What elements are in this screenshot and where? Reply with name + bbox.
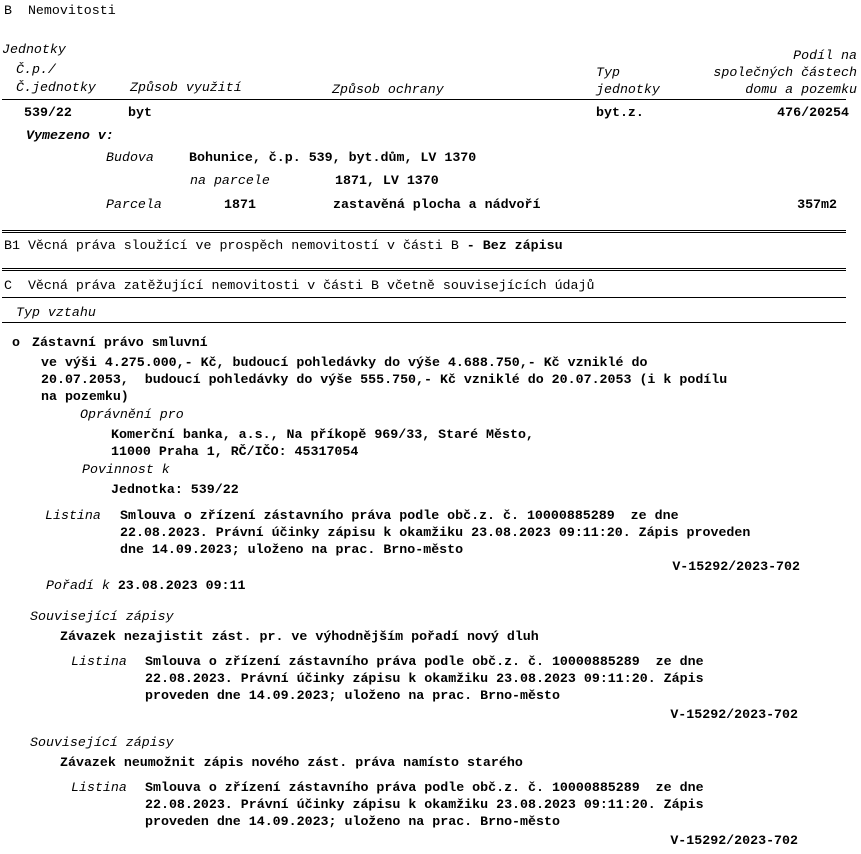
related-label: Související zápisy xyxy=(30,735,174,750)
pravo-text-3: na pozemku) xyxy=(41,389,129,404)
related-label: Související zápisy xyxy=(30,609,174,624)
related-listina-label: Listina xyxy=(71,654,127,669)
poradi-label: Pořadí k xyxy=(46,578,110,593)
povinnost-label: Povinnost k xyxy=(82,462,170,477)
unit-share: 476/20254 xyxy=(777,105,849,120)
header-typ: Typ xyxy=(596,65,620,80)
budova-label: Budova xyxy=(106,150,154,165)
budova-value: Bohunice, č.p. 539, byt.dům, LV 1370 xyxy=(189,150,477,165)
parcela-number: 1871 xyxy=(224,197,256,212)
opravneni-line-1: Komerční banka, a.s., Na příkopě 969/33, Staré Město, xyxy=(111,427,534,442)
opravneni-line-2: 11000 Praha 1, RČ/IČO: 45317054 xyxy=(111,444,359,459)
bullet-icon: o xyxy=(12,335,20,350)
section-b1-divider xyxy=(2,230,846,233)
related-listina-line-3: proveden dne 14.09.2023; uloženo na prac. Brno-město xyxy=(145,688,560,703)
poradi xyxy=(46,577,246,594)
related-listina-line-3: proveden dne 14.09.2023; uloženo na prac. Brno-město xyxy=(145,814,560,829)
related-text: Závazek neumožnit zápis nového zást. práva namísto starého xyxy=(60,755,523,770)
related-listina-label: Listina xyxy=(71,780,127,795)
related-listina-ref: V-15292/2023-702 xyxy=(670,833,798,848)
typ-vztahu-divider xyxy=(2,322,846,323)
listina-line-1: Smlouva o zřízení zástavního práva podle obč.z. č. 10000885289 ze dne xyxy=(120,508,679,523)
header-cp: Č.p./ xyxy=(16,62,56,77)
opravneni-label: Oprávnění pro xyxy=(80,407,184,422)
header-divider xyxy=(2,99,846,100)
section-b-title: B Nemovitosti xyxy=(4,3,116,18)
povinnost-value: Jednotka: 539/22 xyxy=(111,482,239,497)
header-zpusob-ochrany: Způsob ochrany xyxy=(332,82,444,97)
section-c-title: C Věcná práva zatěžující nemovitosti v části B včetně souvisejících údajů xyxy=(4,278,595,293)
na-parcele-value: 1871, LV 1370 xyxy=(335,173,439,188)
header-podil-2: společných částech xyxy=(713,65,857,80)
header-typ-jednotky: jednotky xyxy=(596,82,660,97)
header-podil-3: domu a pozemku xyxy=(745,82,857,97)
header-cjednotky: Č.jednotky xyxy=(16,80,96,95)
listina-label: Listina xyxy=(45,508,101,523)
listina-line-3: dne 14.09.2023; uloženo na prac. Brno-město xyxy=(120,542,464,557)
header-podil-1: Podíl na xyxy=(793,48,857,63)
unit-type: byt.z. xyxy=(596,105,644,120)
section-c-subdivider xyxy=(2,297,846,298)
unit-number: 539/22 xyxy=(24,105,72,120)
poradi-value: 23.08.2023 09:11 xyxy=(109,578,246,593)
parcela-type: zastavěná plocha a nádvoří xyxy=(333,197,541,212)
typ-vztahu-label: Typ vztahu xyxy=(16,305,96,320)
related-listina-ref: V-15292/2023-702 xyxy=(670,707,798,722)
related-listina-line-2: 22.08.2023. Právní účinky zápisu k okamžiku 23.08.2023 09:11:20. Zápis xyxy=(145,797,704,812)
section-c-divider xyxy=(2,268,846,271)
vymezeno-label: Vymezeno v: xyxy=(26,128,114,143)
related-listina-line-1: Smlouva o zřízení zástavního práva podle obč.z. č. 10000885289 ze dne xyxy=(145,780,704,795)
listina-line-2: 22.08.2023. Právní účinky zápisu k okamžiku 23.08.2023 09:11:20. Zápis proveden xyxy=(120,525,751,540)
header-zpusob-vyuziti: Způsob využití xyxy=(130,80,242,95)
related-text: Závazek nezajistit zást. pr. ve výhodnějším pořadí nový dluh xyxy=(60,629,539,644)
parcela-area: 357m2 xyxy=(797,197,837,212)
header-jednotky: Jednotky xyxy=(2,42,66,57)
listina-ref: V-15292/2023-702 xyxy=(672,559,800,574)
related-listina-line-2: 22.08.2023. Právní účinky zápisu k okamžiku 23.08.2023 09:11:20. Zápis xyxy=(145,671,704,686)
pravo-text-2: 20.07.2053, budoucí pohledávky do výše 555.750,- Kč vzniklé do 20.07.2053 (i k podílu xyxy=(41,372,728,387)
section-b1-title: B1 Věcná práva sloužící ve prospěch nemovitostí v části B - Bez zápisu xyxy=(4,238,563,253)
parcela-label: Parcela xyxy=(106,197,162,212)
na-parcele-label: na parcele xyxy=(190,173,270,188)
related-listina-line-1: Smlouva o zřízení zástavního práva podle obč.z. č. 10000885289 ze dne xyxy=(145,654,704,669)
unit-usage: byt xyxy=(128,105,152,120)
pravo-text-1: ve výši 4.275.000,- Kč, budoucí pohledávky do výše 4.688.750,- Kč vzniklé do xyxy=(41,355,648,370)
pravo-title: Zástavní právo smluvní xyxy=(32,335,208,350)
section-b1-status: - Bez zápisu xyxy=(458,238,563,253)
